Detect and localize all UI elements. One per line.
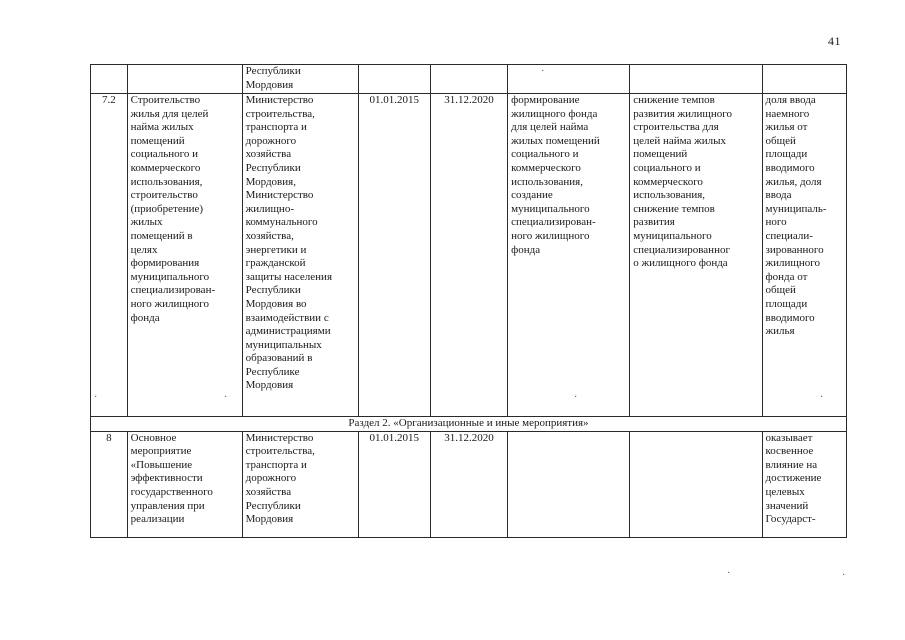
scan-speck: · [541, 66, 545, 77]
cell-name [127, 65, 242, 94]
program-measures-table [90, 64, 847, 538]
cell-end [430, 65, 507, 94]
table-row-8 [91, 431, 847, 537]
start-date: 01.01.2015 [369, 431, 419, 444]
executor-text: Министерство строительства, транспорта и дорожного хозяйства Республики Мордовия, Министерство жилищно- коммунального хозяйства, энергетики и гражданской защиты населения Республики Мордовия во взаимодействии с администрациями муниципальных образований в Республике Мордовия [245, 94, 332, 392]
measure-name: Основное мероприятие «Повышение эффективности государственного управления при реализации [130, 431, 213, 526]
executor-text: Республики Мордовия [245, 65, 301, 91]
table-row-continued [91, 65, 847, 94]
cell-name [127, 94, 242, 417]
row-number: 8 [106, 431, 112, 444]
table-row-7-2 [91, 94, 847, 417]
cell-start [358, 65, 430, 94]
end-date: 31.12.2020 [444, 431, 494, 444]
scan-speck: · [574, 392, 578, 403]
executor-text: Министерство строительства, транспорта и дорожного хозяйства Республики Мордовия [245, 431, 315, 526]
scan-speck: · [820, 392, 824, 403]
cell-executor [242, 65, 358, 94]
cell-num [91, 431, 128, 537]
row-number: 7.2 [101, 94, 116, 106]
cell-result [508, 94, 630, 417]
end-date: 31.12.2020 [444, 94, 494, 106]
scan-speck: · [842, 570, 846, 581]
cell-start [358, 94, 430, 417]
scan-speck: · [94, 392, 98, 403]
cell-num [91, 65, 128, 94]
page-number: 41 [828, 34, 841, 48]
consequence-text: снижение темпов развития жилищного строительства для целей найма жилых помещений социального и коммерческого использования, снижение темпов развития муниципального специализированног о жилищного фонда [633, 94, 733, 270]
section-2-title: Раздел 2. «Организационные и иные мероприятия» [348, 417, 589, 429]
scan-speck: · [727, 568, 731, 579]
cell-indicator [762, 94, 847, 417]
cell-end [430, 431, 507, 537]
measure-name: Строительство жилья для целей найма жилых помещений социального и коммерческого использования, строительство (приобретение) жилых помещений в целях формирования муниципального специализирован- ного жилищного фонда [130, 94, 216, 324]
cell-num [91, 94, 128, 417]
cell-consequence [630, 65, 762, 94]
cell-result [508, 431, 630, 537]
cell-end [430, 94, 507, 417]
section-title [91, 417, 847, 432]
indicator-text: доля ввода наемного жилья от общей площади вводимого жилья, доля ввода муниципаль- ного специали- зированного жилищного фонда от общей площади вводимого жилья [765, 94, 827, 338]
cell-indicator [762, 431, 847, 537]
cell-consequence [630, 94, 762, 417]
expected-result: формирование жилищного фонда для целей найма жилых помещений социального и коммерческого использования, создание муниципального специализирован- ного жилищного фонда [511, 94, 600, 256]
cell-indicator [762, 65, 847, 94]
start-date: 01.01.2015 [369, 94, 419, 106]
scan-speck: · [224, 392, 228, 403]
section-header-row [91, 417, 847, 432]
cell-consequence [630, 431, 762, 537]
cell-executor [242, 431, 358, 537]
indicator-text: оказывает косвенное влияние на достижение целевых значений Государст- [765, 431, 822, 526]
cell-start [358, 431, 430, 537]
cell-result [508, 65, 630, 94]
cell-name [127, 431, 242, 537]
cell-executor [242, 94, 358, 417]
